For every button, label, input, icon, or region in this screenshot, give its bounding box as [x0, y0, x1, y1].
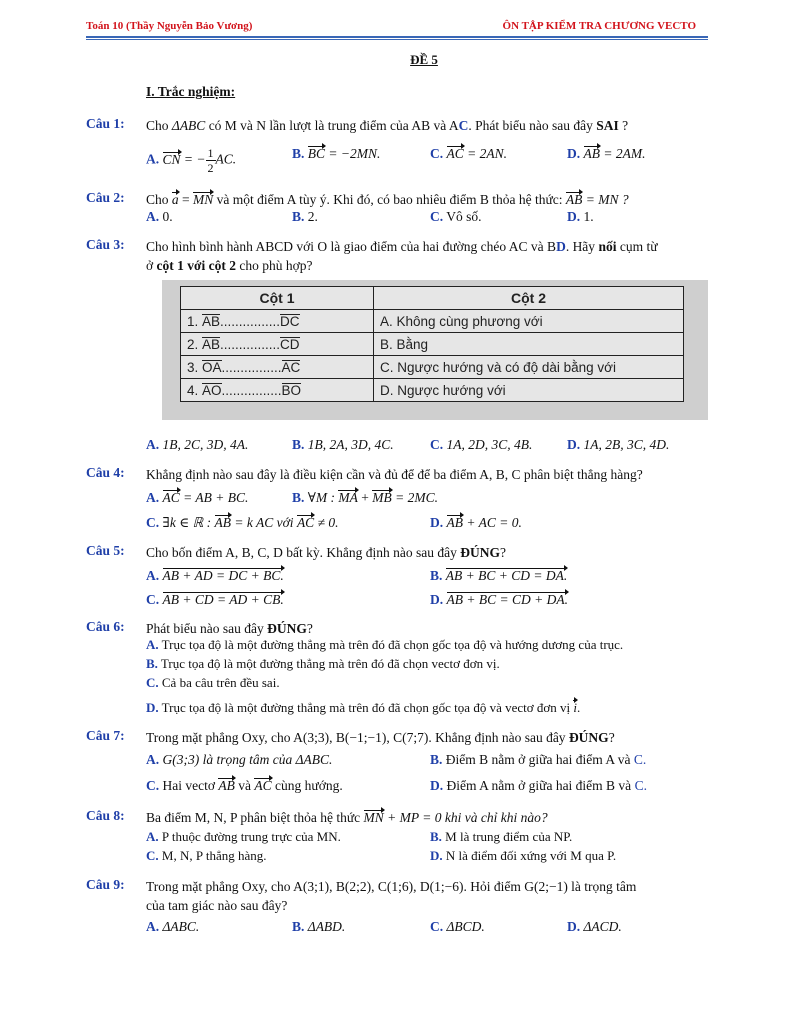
- q5-option-d[interactable]: D. AB + BC = CD + DA.: [430, 592, 568, 607]
- header-right: ÔN TẬP KIỂM TRA CHƯƠNG VECTO: [502, 20, 696, 32]
- q3-label: Câu 3:: [86, 237, 125, 252]
- page-header: [86, 18, 708, 36]
- section-heading: I. Trắc nghiệm:: [146, 84, 236, 99]
- q2-label: Câu 2:: [86, 190, 125, 205]
- q7-text: Trong mặt phẳng Oxy, cho A(3;3), B(−1;−1), C(7;7). Khẳng định nào sau đây ĐÚNG?: [146, 730, 615, 745]
- q1-option-c[interactable]: C. AC = 2AN.: [430, 146, 508, 161]
- q8-label: Câu 8:: [86, 808, 125, 823]
- q3-option-c[interactable]: C. 1A, 2D, 3C, 4B.: [430, 437, 533, 452]
- q4-option-a[interactable]: A. AC = AB + BC.: [146, 490, 249, 505]
- q1-text: Cho ΔABC có M và N lần lượt là trung điểm của AB và AC. Phát biểu nào sau đây SAI ?: [146, 118, 629, 133]
- q6-option-a[interactable]: A. Trục tọa độ là một đường thẳng mà trên đó đã chọn gốc tọa độ và hướng dương của trục.: [146, 637, 624, 652]
- q7-label: Câu 7:: [86, 728, 125, 743]
- q8-text: Ba điểm M, N, P phân biệt thỏa hệ thức MN + MP = 0 khi và chỉ khi nào?: [146, 810, 548, 825]
- q6-label: Câu 6:: [86, 619, 125, 634]
- q6-option-b[interactable]: B. Trục tọa độ là một đường thẳng mà trên đó đã chọn vectơ đơn vị.: [146, 656, 500, 671]
- table-row: 1. AB................DC A. Không cùng phương với: [181, 310, 684, 333]
- col1-header: Cột 1: [181, 287, 374, 310]
- header-rule-1: [86, 36, 708, 38]
- table-row: 4. AO................BO D. Ngược hướng với: [181, 379, 684, 402]
- q1-option-b[interactable]: B. BC = −2MN.: [292, 146, 381, 161]
- q3-text: Cho hình bình hành ABCD với O là giao điểm của hai đường chéo AC và BD. Hãy nối cụm từ ở cột 1 với cột 2 cho phù hợp?: [146, 239, 658, 273]
- q7-option-b[interactable]: B. Điểm B nằm ở giữa hai điểm A và C.: [430, 752, 647, 767]
- q5-label: Câu 5:: [86, 543, 125, 558]
- q2-option-c[interactable]: C. Vô số.: [430, 209, 482, 224]
- q4-option-d[interactable]: D. AB + AC = 0.: [430, 515, 522, 530]
- q6-option-d[interactable]: D. Trục tọa độ là một đường thẳng mà trên đó đã chọn gốc tọa độ và vectơ đơn vị i.: [146, 700, 581, 715]
- q1-option-a[interactable]: A. CN = − $\frac{1}{2}$ AC.: [146, 146, 237, 175]
- q9-option-d[interactable]: D. ΔACD.: [567, 919, 622, 934]
- q5-option-a[interactable]: A. AB + AD = DC + BC.: [146, 568, 284, 583]
- q9-option-a[interactable]: A. ΔABC.: [146, 919, 200, 934]
- q7-option-d[interactable]: D. Điểm A nằm ở giữa hai điểm B và C.: [430, 778, 647, 793]
- q8-option-a[interactable]: A. P thuộc đường trung trực của MN.: [146, 829, 341, 844]
- q6-option-c[interactable]: C. Cả ba câu trên đều sai.: [146, 675, 280, 690]
- q7-option-c[interactable]: C. Hai vectơ AB và AC cùng hướng.: [146, 778, 343, 793]
- q5-text: Cho bốn điểm A, B, C, D bất kỳ. Khẳng định nào sau đây ĐÚNG?: [146, 545, 506, 560]
- q2-option-d[interactable]: D. 1.: [567, 209, 594, 224]
- q4-text: Khẳng định nào sau đây là điều kiện cần và đủ để để ba điểm A, B, C phân biệt thẳng hàng?: [146, 467, 643, 482]
- q3-option-b[interactable]: B. 1B, 2A, 3D, 4C.: [292, 437, 394, 452]
- q6-text: Phát biểu nào sau đây ĐÚNG?: [146, 621, 313, 636]
- q2-option-b[interactable]: B. 2.: [292, 209, 318, 224]
- q1-option-d[interactable]: D. AB = 2AM.: [567, 146, 646, 161]
- q9-label: Câu 9:: [86, 877, 125, 892]
- q4-label: Câu 4:: [86, 465, 125, 480]
- q8-option-b[interactable]: B. M là trung điểm của NP.: [430, 829, 573, 844]
- q2-text: Cho a = MN và một điểm A tùy ý. Khi đó, có bao nhiêu điểm B thỏa hệ thức: AB = MN ?: [146, 192, 629, 207]
- q5-option-c[interactable]: C. AB + CD = AD + CB.: [146, 592, 284, 607]
- q8-option-d[interactable]: D. N là điểm đối xứng với M qua P.: [430, 848, 617, 863]
- header-left: Toán 10 (Thầy Nguyễn Bảo Vương): [86, 20, 253, 32]
- exam-title: ĐỀ 5: [410, 52, 438, 67]
- q4-option-b[interactable]: B. ∀M : MA + MB = 2MC.: [292, 490, 439, 505]
- table-row: 3. OA................AC C. Ngược hướng và có độ dài bằng với: [181, 356, 684, 379]
- q4-option-c[interactable]: C. ∃k ∈ ℝ : AB = k AC với AC ≠ 0.: [146, 515, 339, 530]
- col2-header: Cột 2: [374, 287, 684, 310]
- q9-option-b[interactable]: B. ΔABD.: [292, 919, 346, 934]
- q3-table-photo: [162, 280, 708, 420]
- q5-option-b[interactable]: B. AB + BC + CD = DA.: [430, 568, 568, 583]
- table-row: 2. AB................CD B. Bằng: [181, 333, 684, 356]
- q8-option-c[interactable]: C. M, N, P thẳng hàng.: [146, 848, 267, 863]
- matching-table: [180, 286, 684, 402]
- q1-label: Câu 1:: [86, 116, 125, 131]
- q2-option-a[interactable]: A. 0.: [146, 209, 173, 224]
- q3-option-a[interactable]: A. 1B, 2C, 3D, 4A.: [146, 437, 249, 452]
- q7-option-a[interactable]: A. G(3;3) là trọng tâm của ΔABC.: [146, 752, 333, 767]
- header-rule-2: [86, 39, 708, 40]
- q9-option-c[interactable]: C. ΔBCD.: [430, 919, 485, 934]
- q3-option-d[interactable]: D. 1A, 2B, 3C, 4D.: [567, 437, 670, 452]
- q9-text: Trong mặt phẳng Oxy, cho A(3;1), B(2;2), C(1;6), D(1;−6). Hỏi điểm G(2;−1) là trọng tâm của tam giác nào sau đây?: [146, 879, 637, 913]
